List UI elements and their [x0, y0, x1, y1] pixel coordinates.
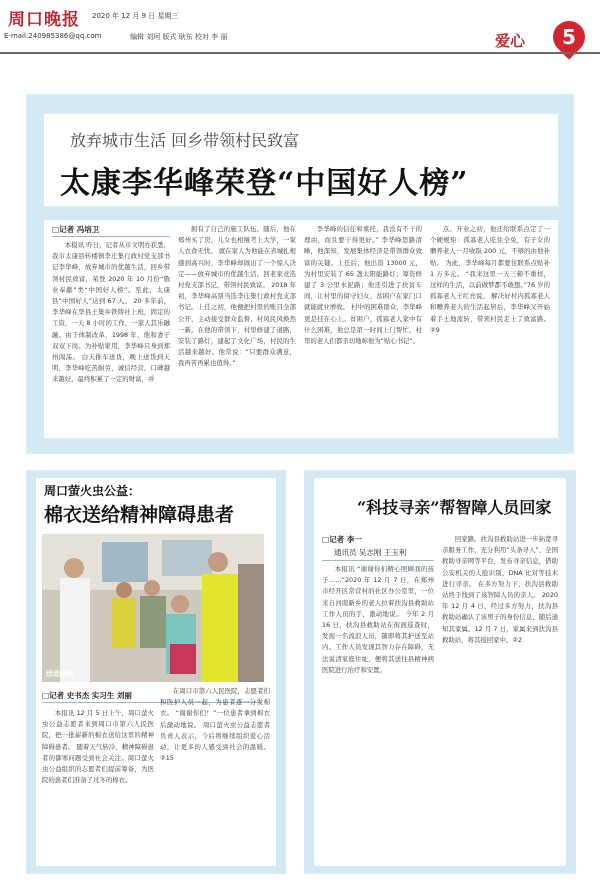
story2-column-1: 本报讯 12 月 5 日上午，周口萤火虫公益志愿者来到周口市第六人民医院，把一批崭新的棉衣送给这里的精神障碍患者。 随着天气转冷，精神障碍患者的御寒问题受到社会关注。周口萤火虫公益组织的志愿者们提前筹备，为医院的患者们准备了过冬的棉衣。 [42, 709, 154, 785]
page-number: 5 [562, 25, 576, 50]
story1-byline: □记者 冯培卫 [52, 225, 100, 234]
story2-column-2: 在周口市第六人民医院，志愿者们和医护人员一起，为患者逐一分发棉衣。 “谢谢你们！”一位患者拿到棉衣后激动地说。 周口萤火虫公益志愿者负责人表示，今后将继续组织爱心活动，让更多的人感受到社会的温暖。②15 [160, 687, 270, 763]
story2-byline: □记者 史书杰 实习生 刘丽 [42, 691, 132, 700]
photo-caption: 活动现场 [46, 670, 74, 678]
issue-date: 2020 年 12 月 9 日 星期三 [92, 12, 179, 20]
story3-byline-correspondents: 通讯员 吴志刚 王玉利 [334, 548, 407, 557]
byline-rule [322, 560, 434, 561]
contact-email: E-mail:240985386@qq.com [4, 32, 102, 40]
header-divider [0, 52, 600, 54]
story3-byline-reporter: □记者 李一 [322, 535, 362, 544]
section-title: 爱心 [495, 32, 526, 50]
story1-column-3: 李华峰的信任和重托，我没有不干的理由，而且要干得更好。” 李华峰思路清晰，他深知，发展集体经济是带领群众致富的关键。上任后，他出资 13000 元，为村里安装了 65 盏太阳能路灯；筹资修建了 3 公里水泥路；他还引进了扶贫车间，让村里的留守妇女、贫困户在家门口就能就业增收。 村中的困难群众，李华峰更是挂在心上。贫困户、孤寡老人家中有什么困难，他总是第一时间上门帮忙，村里的老人们都亲切地称他为“贴心书记”。 [304, 225, 422, 346]
story2-headline: 棉衣送给精神障碍患者 [44, 504, 235, 526]
event-photo-illustration [42, 534, 264, 682]
story1-column-1: 本报讯 昨日，记者从市文明办获悉，我市太康县转楼镇李庄集行政村党支部书记李华峰，放弃城市的优越生活，回乡带领村民致富，荣登 2020 年 10 月份“敬业奉献”类“中国好人榜”。至此，太康县“中国好人”达到 67 人。 20 多年前，李华峰在华县王集乡铁铸社上班，固定的工资，一天 8 小时的工作，一家人其乐融融。由于体制改革，1998 年，他和妻子双双下岗。为补贴家用，李华峰只身到郑州闯荡。 白天推车送货，晚上送货到天明，李华峰吃苦耐劳，诚信经营，口碑越来越好，最终积累了一定的财富，并 [52, 241, 170, 384]
story2-kicker: 周口萤火虫公益： [44, 484, 141, 498]
newspaper-logo: 周口晚报 [8, 10, 80, 30]
story3-column-1: 本报讯 “谢谢你们精心照顾我的孩子……”2020 年 12 月 7 日，在郑州市经开区常营村的社区办公室里，一位来自河南新乡的老人拉着扶沟县救助站工作人员的手，激动地说。 今年 2 月 16 日，扶沟县救助站在街面巡查时，发现一名流浪人员，随即将其护送至站内。工作人员发现其智力存在障碍，无法说清家庭住址，便将其送往县精神病医院进行治疗和安置。 [322, 565, 434, 674]
story3-column-2: 回家路。扶沟县救助站进一步拓宽寻亲服务工作，充分利用“头条寻人”、全国救助寻亲网等平台，发布寻亲信息，借助公安机关的人脸识别、DNA 比对等技术进行寻亲。 在多方努力下，扶沟县救助站终于找到了该智障人员的亲人。 2020 年 12 月 4 日，经过多方努力，扶沟县救助站确认了该男子的身份信息，随后通知其家属。12 月 7 日，家属来到扶沟县救助站，将其接回家中。②2 [442, 535, 558, 644]
byline-rule [52, 236, 170, 237]
story1-column-4: 点。开业之初，他还给联系点定了一个硬规矩：孤寡老人吃住全免，有子女的赡养老人一月收取 200 元，不够的由他补贴。 为此，李华峰每月都要往联系点贴补 1 万多元。 “我来这里一天三顿不重样，这样的生活，以前做梦都不敢想。”76 岁的孤寡老人王红亮说。 解决好村内孤寡老人和赡养老人的生活起居后，李华峰又开始着手土地流转，带领村民走上了致富路。②9 [430, 225, 550, 334]
story1-column-2: 拥有了自己的施工队伍。随后，他在郑州买了房，儿女也相继考上大学，一家人衣食无忧。 就在家人为他能在省城扎根感到高兴时，李华峰却做出了一个惊人决定——放弃城市的优越生活，回老家竞选村党支部书记，带领村民致富。 2018 年初，李华峰高票当选李庄集行政村党支部书记。上任之初，他便把村里的账目全部公开，主动接受群众监督，村风民风焕然一新。在他的带领下，村里修建了道路，安装了路灯，建起了文化广场，村民的生活越来越好。他常说：“只要群众满意，我再苦再累也值得。” [178, 225, 296, 368]
story1-headline: 太康李华峰荣登“中国好人榜” [60, 166, 469, 201]
story2-photo [42, 534, 264, 682]
story3-headline: “科技寻亲”帮智障人员回家 [357, 498, 552, 517]
editor-credits: 编辑 刘珂 版式 耿东 校对 李 丽 [130, 33, 228, 41]
story1-subtitle: 放弃城市生活 回乡带领村民致富 [70, 131, 300, 150]
